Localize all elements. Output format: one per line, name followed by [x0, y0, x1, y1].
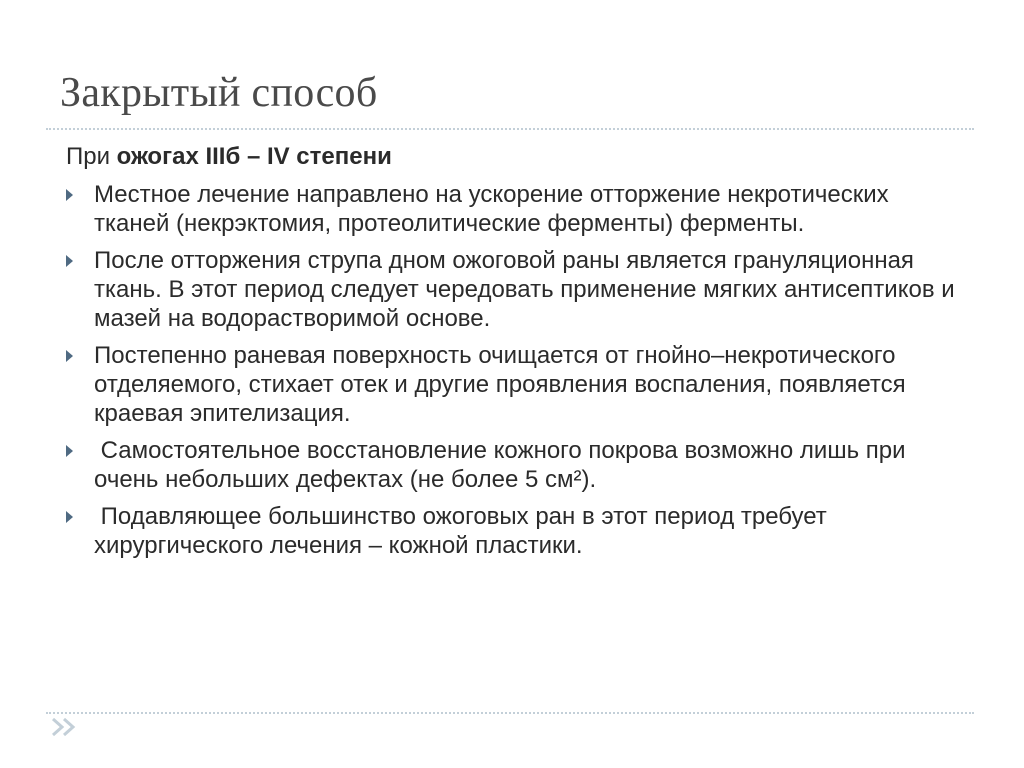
- bullet-text: Постепенно раневая поверхность очищается от гнойно–некротического отделяемого, стихает отек и другие проявления воспаления, появляется краевая эпителизация.: [94, 342, 913, 427]
- bullet-text: После отторжения струпа дном ожоговой раны является грануляционная ткань. В этот период следует чередовать применение мягких антисептиков и мазей на водорастворимой основе.: [94, 247, 962, 332]
- slide-body: [66, 142, 966, 568]
- bullet-item: [66, 436, 966, 494]
- bullet-text: Местное лечение направлено на ускорение отторжение некротических тканей (некрэктомия, протеолитические ферменты) ферменты.: [94, 181, 896, 237]
- bullet-item: [66, 246, 966, 333]
- bullet-text: Подавляющее большинство ожоговых ран в этот период требует хирургического лечения – кожной пластики.: [94, 503, 834, 559]
- triangle-bullet-icon: [66, 511, 73, 523]
- intro-line: [66, 142, 966, 172]
- bullet-text: Самостоятельное восстановление кожного покрова возможно лишь при очень небольших дефектах (не более 5 см²).: [94, 437, 913, 493]
- intro-emphasis: ожогах IIIб – IV степени: [116, 143, 392, 170]
- triangle-bullet-icon: [66, 350, 73, 362]
- triangle-bullet-icon: [66, 445, 73, 457]
- footer-divider: [46, 712, 974, 714]
- triangle-bullet-icon: [66, 255, 73, 267]
- double-chevron-svg: [50, 716, 78, 738]
- triangle-bullet-icon: [66, 189, 73, 201]
- slide-title: Закрытый способ: [60, 70, 378, 116]
- double-chevron-icon: [50, 716, 78, 738]
- bullet-item: [66, 180, 966, 238]
- bullet-item: [66, 341, 966, 428]
- bullet-item: [66, 502, 966, 560]
- bullet-list: [66, 180, 966, 560]
- title-divider: [46, 128, 974, 130]
- intro-prefix: При: [66, 143, 117, 170]
